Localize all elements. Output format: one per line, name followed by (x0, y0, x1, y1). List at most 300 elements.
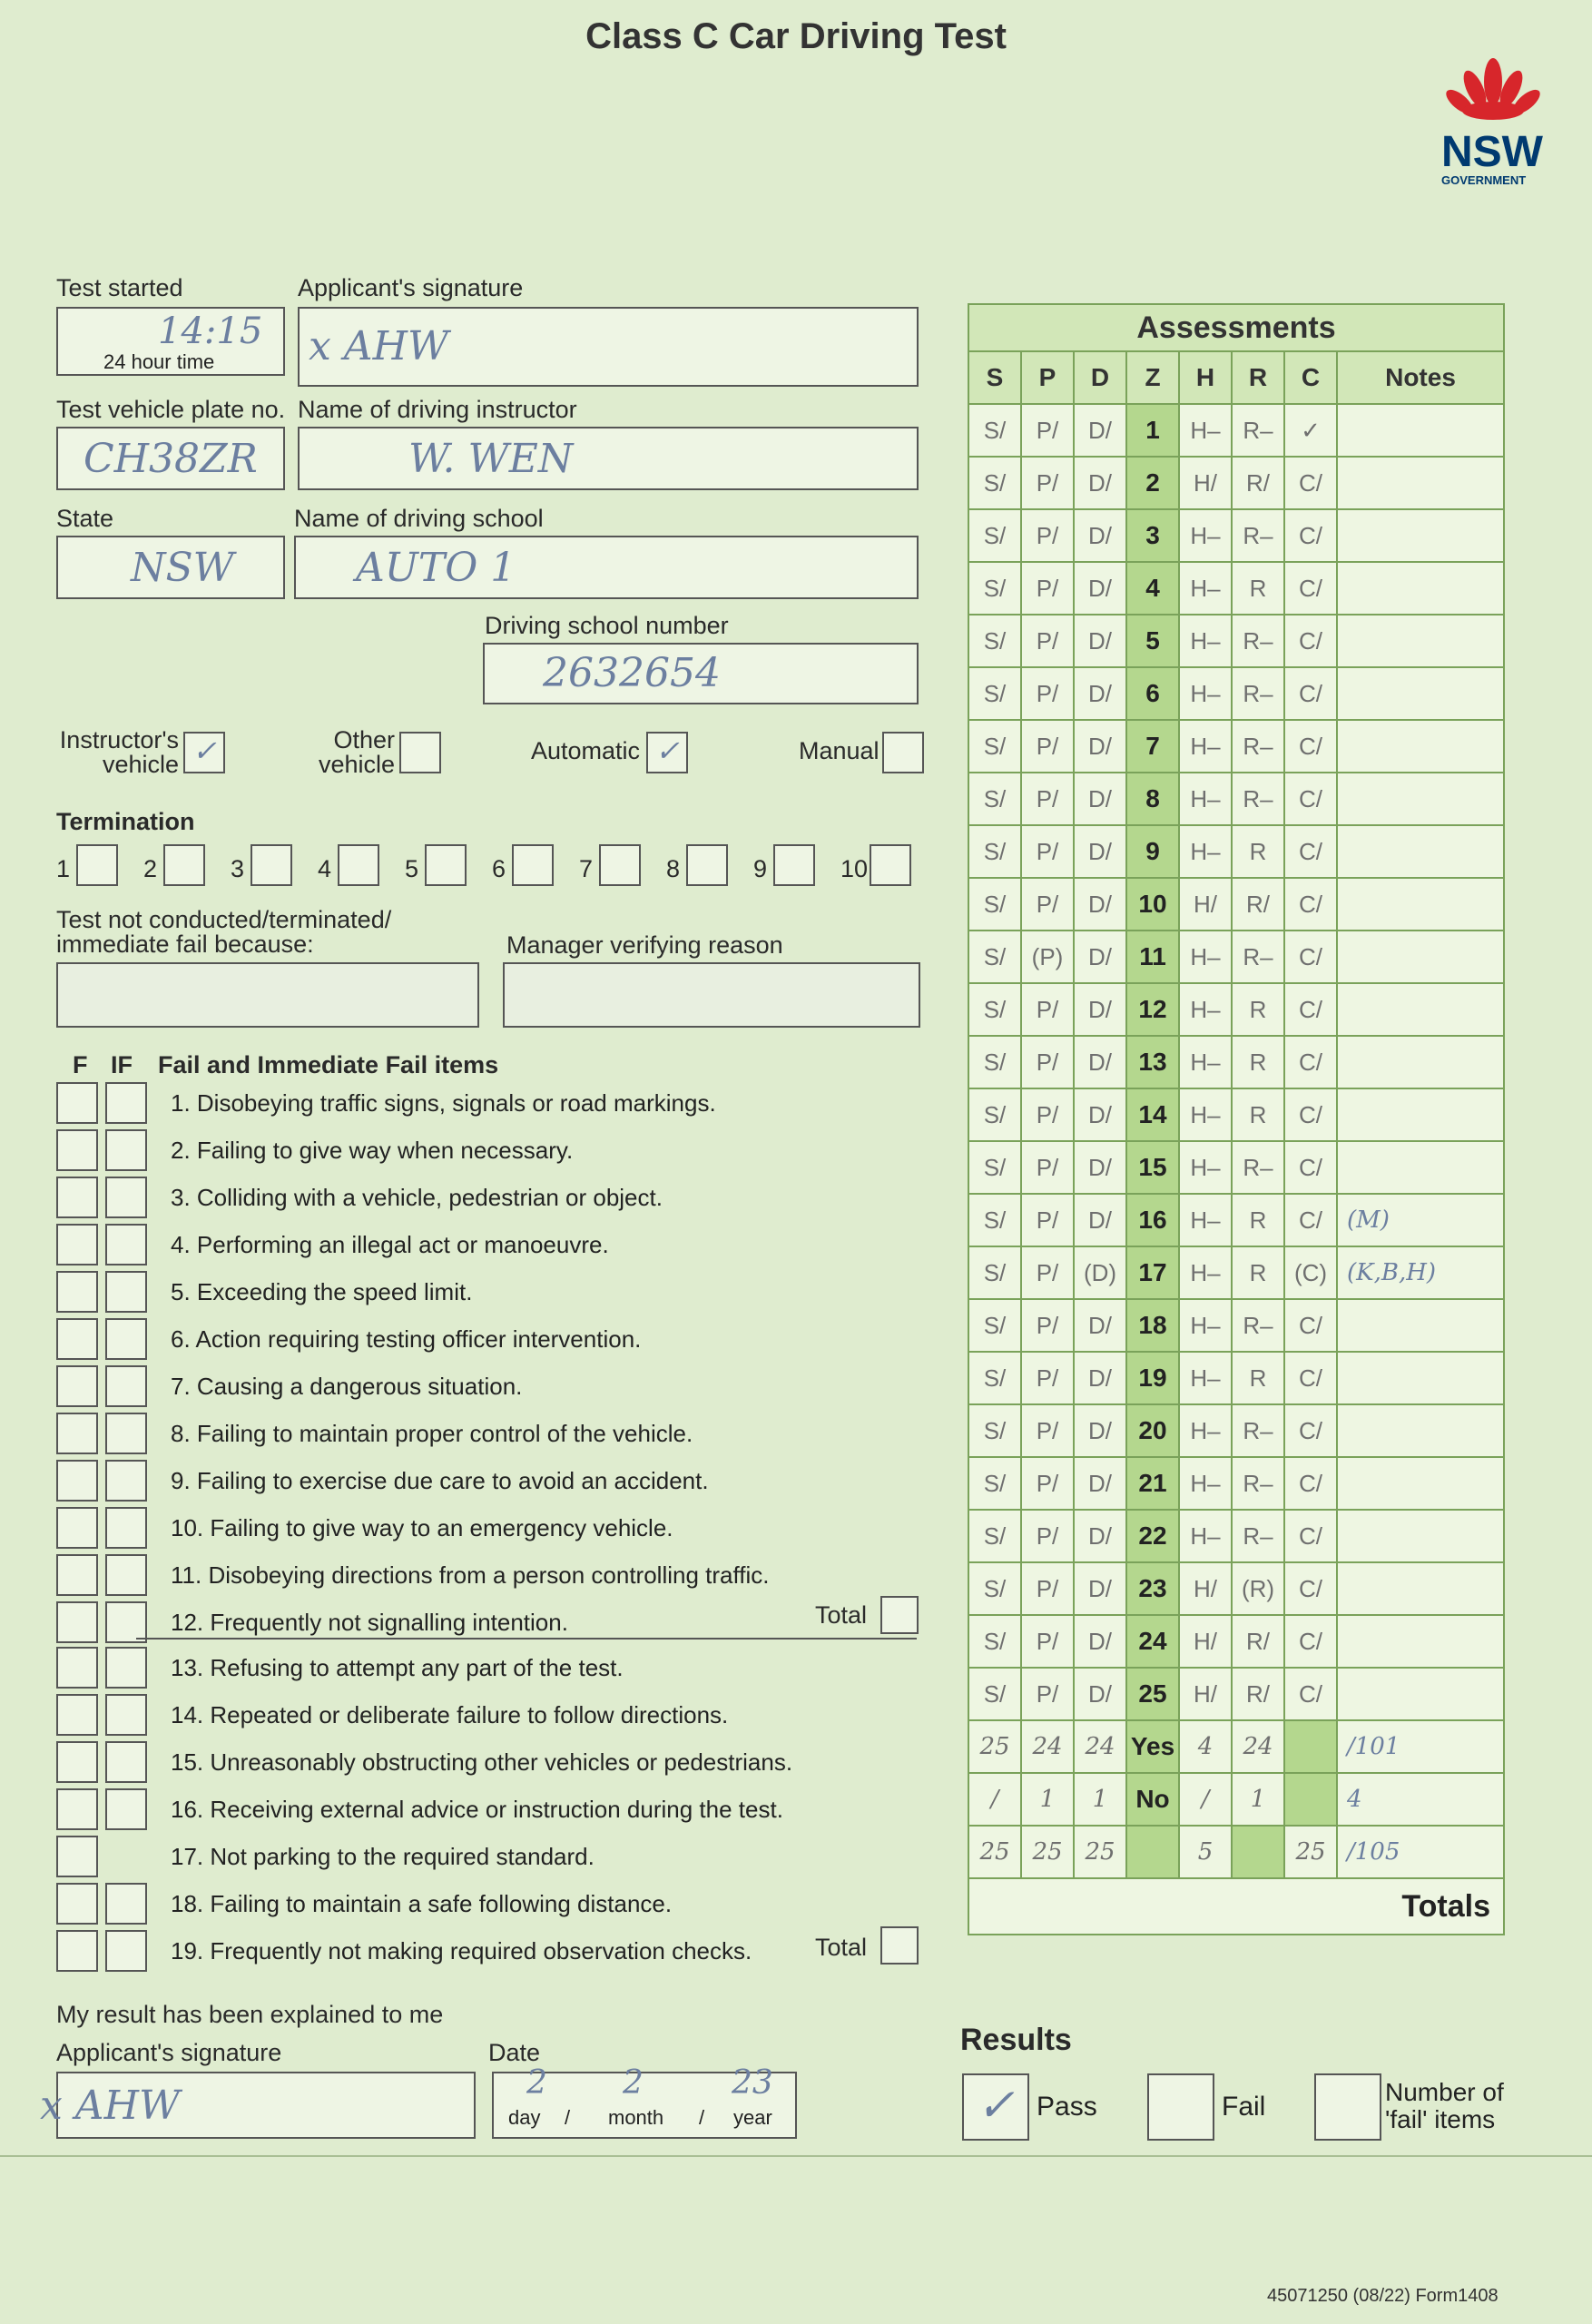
cell-r[interactable]: R/ (1232, 1615, 1284, 1668)
day-value: 2 (526, 2064, 547, 2102)
cell-h[interactable]: H– (1179, 1299, 1232, 1352)
termination-number-8: 8 (666, 855, 681, 882)
cell-s[interactable]: S/ (968, 1036, 1021, 1088)
cell-note[interactable] (1337, 1299, 1504, 1352)
table-row (968, 1246, 1504, 1299)
cell-z: 15 (1126, 1141, 1179, 1194)
cell-r[interactable]: R– (1232, 1404, 1284, 1457)
totals-r (1232, 1826, 1284, 1878)
cell-d[interactable]: D/ (1074, 404, 1126, 457)
cell-s[interactable]: S/ (968, 562, 1021, 615)
cell-h[interactable]: H– (1179, 720, 1232, 773)
cell-s[interactable]: S/ (968, 1457, 1021, 1510)
fail-checkbox-16[interactable] (56, 1788, 98, 1830)
immediate-fail-checkbox-7[interactable] (105, 1365, 147, 1407)
cell-h[interactable]: H– (1179, 562, 1232, 615)
cell-c[interactable]: C/ (1284, 1194, 1337, 1246)
cell-r[interactable]: R– (1232, 404, 1284, 457)
termination-checkbox-7[interactable] (599, 844, 641, 886)
cell-h[interactable]: H– (1179, 509, 1232, 562)
cell-s[interactable]: S/ (968, 1510, 1021, 1562)
cell-r[interactable]: (R) (1232, 1562, 1284, 1615)
cell-s[interactable]: S/ (968, 1404, 1021, 1457)
fail-checkbox-7[interactable] (56, 1365, 98, 1407)
termination-checkbox-1[interactable] (76, 844, 118, 886)
cell-note[interactable] (1337, 1141, 1504, 1194)
cell-d[interactable]: D/ (1074, 1404, 1126, 1457)
cell-d[interactable]: D/ (1074, 667, 1126, 720)
cell-note[interactable] (1337, 983, 1504, 1036)
cell-p[interactable]: P/ (1021, 562, 1074, 615)
fail-checkbox-9[interactable] (56, 1460, 98, 1502)
fail-checkbox-4[interactable] (56, 1224, 98, 1265)
cell-note[interactable]: (M) (1337, 1194, 1504, 1246)
cell-p[interactable]: P/ (1021, 1299, 1074, 1352)
table-row (968, 1668, 1504, 1720)
termination-reason-field[interactable] (56, 962, 479, 1028)
cell-r[interactable]: R (1232, 825, 1284, 878)
termination-number-3: 3 (231, 855, 245, 882)
termination-number-1: 1 (56, 855, 71, 882)
cell-c[interactable]: C/ (1284, 1615, 1337, 1668)
cell-p[interactable]: P/ (1021, 983, 1074, 1036)
school-value: AUTO 1 (356, 545, 516, 591)
fail-total-label: Total (815, 1601, 868, 1629)
cell-s[interactable]: S/ (968, 1246, 1021, 1299)
fail-label: Fail (1222, 2092, 1266, 2122)
instructors-vehicle-label: Instructor's vehicle (59, 726, 179, 778)
cell-d[interactable]: D/ (1074, 1668, 1126, 1720)
cell-h[interactable]: H/ (1179, 457, 1232, 509)
cell-d[interactable]: D/ (1074, 1194, 1126, 1246)
cell-d[interactable]: D/ (1074, 1562, 1126, 1615)
number-fail-items-box[interactable] (1314, 2073, 1381, 2141)
fail-checkbox-6[interactable] (56, 1318, 98, 1360)
manual-checkbox[interactable] (882, 732, 924, 773)
cell-c[interactable]: C/ (1284, 878, 1337, 931)
cell-c[interactable]: C/ (1284, 825, 1337, 878)
cell-r[interactable]: R/ (1232, 1668, 1284, 1720)
cell-c[interactable]: C/ (1284, 457, 1337, 509)
table-row (968, 720, 1504, 773)
cell-d[interactable]: D/ (1074, 509, 1126, 562)
cell-c[interactable]: C/ (1284, 562, 1337, 615)
if-total-box[interactable] (880, 1926, 919, 1965)
cell-d[interactable]: D/ (1074, 1352, 1126, 1404)
cell-c[interactable]: C/ (1284, 1668, 1337, 1720)
cell-h[interactable]: H– (1179, 931, 1232, 983)
cell-s[interactable]: S/ (968, 1562, 1021, 1615)
cell-p[interactable]: P/ (1021, 1404, 1074, 1457)
cell-p[interactable]: (P) (1021, 931, 1074, 983)
school-number-field[interactable] (483, 643, 919, 704)
immediate-fail-checkbox-3[interactable] (105, 1177, 147, 1218)
cell-note[interactable] (1337, 1615, 1504, 1668)
pass-checkbox[interactable] (962, 2073, 1029, 2141)
cell-r[interactable]: R/ (1232, 878, 1284, 931)
cell-h[interactable]: H/ (1179, 1615, 1232, 1668)
cell-d[interactable]: (D) (1074, 1246, 1126, 1299)
column-header-d: D (1074, 351, 1126, 404)
cell-c[interactable]: C/ (1284, 1036, 1337, 1088)
table-row (968, 562, 1504, 615)
cell-c[interactable]: C/ (1284, 1141, 1337, 1194)
cell-p[interactable]: P/ (1021, 615, 1074, 667)
cell-s[interactable]: S/ (968, 457, 1021, 509)
fail-checkbox-3[interactable] (56, 1177, 98, 1218)
cell-d[interactable]: D/ (1074, 1510, 1126, 1562)
immediate-fail-checkbox-18[interactable] (105, 1883, 147, 1925)
cell-z: 24 (1126, 1615, 1179, 1668)
immediate-fail-checkbox-14[interactable] (105, 1694, 147, 1736)
cell-note[interactable] (1337, 509, 1504, 562)
cell-p[interactable]: P/ (1021, 667, 1074, 720)
cell-note[interactable] (1337, 720, 1504, 773)
fail-checkbox-11[interactable] (56, 1554, 98, 1596)
no-note: 4 (1337, 1773, 1504, 1826)
fail-total-box[interactable] (880, 1596, 919, 1634)
cell-note[interactable] (1337, 931, 1504, 983)
cell-c[interactable]: C/ (1284, 1299, 1337, 1352)
fail-item: 16. Receiving external advice or instruction during the test. (171, 1796, 783, 1823)
cell-p[interactable]: P/ (1021, 1562, 1074, 1615)
cell-r[interactable]: R– (1232, 509, 1284, 562)
cell-h[interactable]: H– (1179, 1088, 1232, 1141)
fail-checkbox-18[interactable] (56, 1883, 98, 1925)
cell-s[interactable]: S/ (968, 667, 1021, 720)
cell-p[interactable]: P/ (1021, 878, 1074, 931)
totals-label: Totals (968, 1878, 1504, 1935)
cell-d[interactable]: D/ (1074, 720, 1126, 773)
cell-p[interactable]: P/ (1021, 1246, 1074, 1299)
table-row (968, 1562, 1504, 1615)
cell-p[interactable]: P/ (1021, 1036, 1074, 1088)
cell-c[interactable]: C/ (1284, 983, 1337, 1036)
cell-note[interactable] (1337, 562, 1504, 615)
fail-checkbox-12[interactable] (56, 1601, 98, 1643)
yes-r: 24 (1232, 1720, 1284, 1773)
applicant-signature-field[interactable] (298, 307, 919, 387)
cell-s[interactable]: S/ (968, 615, 1021, 667)
immediate-fail-checkbox-10[interactable] (105, 1507, 147, 1549)
table-row (968, 1510, 1504, 1562)
immediate-fail-checkbox-13[interactable] (105, 1647, 147, 1689)
totals-c: 25 (1284, 1826, 1337, 1878)
cell-d[interactable]: D/ (1074, 825, 1126, 878)
cell-h[interactable]: H– (1179, 773, 1232, 825)
cell-p[interactable]: P/ (1021, 404, 1074, 457)
cell-s[interactable]: S/ (968, 1668, 1021, 1720)
assessments-table (968, 303, 1505, 1935)
cell-d[interactable]: D/ (1074, 931, 1126, 983)
fail-checkbox-1[interactable] (56, 1082, 98, 1124)
cell-note[interactable] (1337, 825, 1504, 878)
cell-r[interactable]: R– (1232, 667, 1284, 720)
fail-checkbox-10[interactable] (56, 1507, 98, 1549)
cell-s[interactable]: S/ (968, 509, 1021, 562)
cell-p[interactable]: P/ (1021, 509, 1074, 562)
cell-r[interactable]: R (1232, 562, 1284, 615)
cell-p[interactable]: P/ (1021, 1510, 1074, 1562)
cell-h[interactable]: H– (1179, 615, 1232, 667)
cell-s[interactable]: S/ (968, 1352, 1021, 1404)
cell-r[interactable]: R– (1232, 1510, 1284, 1562)
cell-d[interactable]: D/ (1074, 562, 1126, 615)
cell-c[interactable]: C/ (1284, 1404, 1337, 1457)
cell-s[interactable]: S/ (968, 1194, 1021, 1246)
cell-h[interactable]: H– (1179, 1457, 1232, 1510)
cell-c[interactable]: (C) (1284, 1246, 1337, 1299)
cell-z: 7 (1126, 720, 1179, 773)
cell-h[interactable]: H– (1179, 1352, 1232, 1404)
termination-checkbox-4[interactable] (338, 844, 379, 886)
fail-checkbox-5[interactable] (56, 1271, 98, 1313)
cell-p[interactable]: P/ (1021, 825, 1074, 878)
cell-r[interactable]: R (1232, 1088, 1284, 1141)
fail-item: 12. Frequently not signalling intention. (171, 1609, 568, 1636)
plate-field[interactable] (56, 427, 285, 490)
cell-p[interactable]: P/ (1021, 1141, 1074, 1194)
cell-p[interactable]: P/ (1021, 1088, 1074, 1141)
termination-checkbox-2[interactable] (163, 844, 205, 886)
cell-s[interactable]: S/ (968, 1088, 1021, 1141)
fail-checkbox-19[interactable] (56, 1930, 98, 1972)
cell-h[interactable]: H/ (1179, 1668, 1232, 1720)
cell-d[interactable]: D/ (1074, 1457, 1126, 1510)
test-started-value: 14:15 (158, 310, 263, 352)
yes-label: Yes (1126, 1720, 1179, 1773)
termination-number-9: 9 (753, 855, 768, 882)
fail-item: 15. Unreasonably obstructing other vehicles or pedestrians. (171, 1748, 793, 1776)
fail-item: 14. Repeated or deliberate failure to follow directions. (171, 1701, 729, 1728)
cell-c[interactable]: C/ (1284, 1352, 1337, 1404)
cell-h[interactable]: H– (1179, 1246, 1232, 1299)
state-field[interactable] (56, 536, 285, 599)
termination-checkbox-9[interactable] (773, 844, 815, 886)
fail-items-divider (136, 1638, 917, 1640)
cell-z: 1 (1126, 404, 1179, 457)
cell-p[interactable]: P/ (1021, 1352, 1074, 1404)
table-row (968, 509, 1504, 562)
cell-d[interactable]: D/ (1074, 983, 1126, 1036)
cell-s[interactable]: S/ (968, 931, 1021, 983)
termination-checkbox-6[interactable] (512, 844, 554, 886)
date-field[interactable] (492, 2064, 797, 2139)
date-separator-2: / (699, 2106, 705, 2129)
cell-h[interactable]: H/ (1179, 1562, 1232, 1615)
cell-p[interactable]: P/ (1021, 457, 1074, 509)
cell-s[interactable]: S/ (968, 825, 1021, 878)
fail-checkbox-8[interactable] (56, 1413, 98, 1454)
cell-c[interactable]: C/ (1284, 1457, 1337, 1510)
immediate-fail-checkbox-16[interactable] (105, 1788, 147, 1830)
footer-signature-field[interactable] (40, 2072, 476, 2139)
cell-r[interactable]: R– (1232, 720, 1284, 773)
immediate-fail-checkbox-4[interactable] (105, 1224, 147, 1265)
cell-d[interactable]: D/ (1074, 1615, 1126, 1668)
cell-r[interactable]: R– (1232, 931, 1284, 983)
cell-h[interactable]: H/ (1179, 878, 1232, 931)
yes-note: /101 (1337, 1720, 1504, 1773)
fail-checkbox-13[interactable] (56, 1647, 98, 1689)
cell-note[interactable] (1337, 1510, 1504, 1562)
cell-note[interactable] (1337, 1352, 1504, 1404)
cell-p[interactable]: P/ (1021, 773, 1074, 825)
cell-z: 9 (1126, 825, 1179, 878)
cell-h[interactable]: H– (1179, 404, 1232, 457)
cell-z: 3 (1126, 509, 1179, 562)
manager-verifying-field[interactable] (503, 962, 920, 1028)
cell-note[interactable] (1337, 1404, 1504, 1457)
cell-d[interactable]: D/ (1074, 773, 1126, 825)
cell-s[interactable]: S/ (968, 983, 1021, 1036)
cell-h[interactable]: H– (1179, 1036, 1232, 1088)
cell-c[interactable]: ✓ (1284, 404, 1337, 457)
cell-p[interactable]: P/ (1021, 1615, 1074, 1668)
cell-h[interactable]: H– (1179, 1194, 1232, 1246)
cell-z: 14 (1126, 1088, 1179, 1141)
cell-note[interactable] (1337, 404, 1504, 457)
immediate-fail-checkbox-1[interactable] (105, 1082, 147, 1124)
cell-h[interactable]: H– (1179, 825, 1232, 878)
cell-note[interactable] (1337, 615, 1504, 667)
automatic-checkbox[interactable] (646, 732, 688, 773)
instructors-vehicle-checkbox[interactable] (183, 732, 225, 773)
cell-s[interactable]: S/ (968, 878, 1021, 931)
termination-checkbox-8[interactable] (686, 844, 728, 886)
cell-note[interactable] (1337, 878, 1504, 931)
pass-label: Pass (1037, 2092, 1097, 2122)
cell-h[interactable]: H– (1179, 1404, 1232, 1457)
immediate-fail-checkbox-2[interactable] (105, 1129, 147, 1171)
termination-checkbox-5[interactable] (425, 844, 467, 886)
table-row (968, 1088, 1504, 1141)
cell-note[interactable] (1337, 1457, 1504, 1510)
cell-c[interactable]: C/ (1284, 509, 1337, 562)
column-header-c: C (1284, 351, 1337, 404)
cell-note[interactable] (1337, 667, 1504, 720)
test-started-field[interactable] (56, 307, 285, 376)
cell-r[interactable]: R– (1232, 1141, 1284, 1194)
cell-note[interactable] (1337, 1036, 1504, 1088)
school-field[interactable] (294, 536, 919, 599)
table-row (968, 931, 1504, 983)
cell-c[interactable]: C/ (1284, 720, 1337, 773)
fail-checkbox-2[interactable] (56, 1129, 98, 1171)
cell-d[interactable]: D/ (1074, 1141, 1126, 1194)
cell-note[interactable] (1337, 1562, 1504, 1615)
cell-h[interactable]: H– (1179, 983, 1232, 1036)
cell-r[interactable]: R– (1232, 773, 1284, 825)
cell-s[interactable]: S/ (968, 404, 1021, 457)
termination-number-4: 4 (318, 855, 332, 882)
cell-p[interactable]: P/ (1021, 1668, 1074, 1720)
cell-c[interactable]: C/ (1284, 773, 1337, 825)
cell-p[interactable]: P/ (1021, 720, 1074, 773)
table-row (968, 825, 1504, 878)
cell-r[interactable]: R– (1232, 1299, 1284, 1352)
cell-d[interactable]: D/ (1074, 878, 1126, 931)
cell-c[interactable]: C/ (1284, 1562, 1337, 1615)
cell-r[interactable]: R/ (1232, 457, 1284, 509)
cell-note[interactable] (1337, 457, 1504, 509)
cell-c[interactable]: C/ (1284, 615, 1337, 667)
cell-note[interactable] (1337, 773, 1504, 825)
yes-c (1284, 1720, 1337, 1773)
other-vehicle-checkbox[interactable] (399, 732, 441, 773)
time-hint: 24 hour time (103, 350, 215, 373)
fail-item: 5. Exceeding the speed limit. (171, 1278, 473, 1305)
termination-checkbox-10[interactable] (870, 844, 911, 886)
cell-r[interactable]: R (1232, 1246, 1284, 1299)
cell-h[interactable]: H– (1179, 667, 1232, 720)
cell-d[interactable]: D/ (1074, 457, 1126, 509)
immediate-fail-checkbox-19[interactable] (105, 1930, 147, 1972)
cell-d[interactable]: D/ (1074, 615, 1126, 667)
summary-row-totals (968, 1826, 1504, 1878)
fail-checkbox-17[interactable] (56, 1836, 98, 1877)
cell-h[interactable]: H– (1179, 1510, 1232, 1562)
cell-c[interactable]: C/ (1284, 1510, 1337, 1562)
cell-d[interactable]: D/ (1074, 1299, 1126, 1352)
cell-d[interactable]: D/ (1074, 1088, 1126, 1141)
cell-c[interactable]: C/ (1284, 931, 1337, 983)
cell-c[interactable]: C/ (1284, 667, 1337, 720)
immediate-fail-checkbox-9[interactable] (105, 1460, 147, 1502)
fail-item: 2. Failing to give way when necessary. (171, 1137, 574, 1164)
cell-s[interactable]: S/ (968, 1141, 1021, 1194)
immediate-fail-checkbox-15[interactable] (105, 1741, 147, 1783)
fail-checkbox-15[interactable] (56, 1741, 98, 1783)
cell-r[interactable]: R (1232, 1194, 1284, 1246)
cell-h[interactable]: H– (1179, 1141, 1232, 1194)
termination-checkbox-3[interactable] (251, 844, 292, 886)
fail-checkbox[interactable] (1147, 2073, 1214, 2141)
cell-s[interactable]: S/ (968, 720, 1021, 773)
day-label: day (508, 2106, 541, 2129)
cell-s[interactable]: S/ (968, 1299, 1021, 1352)
cell-note[interactable] (1337, 1668, 1504, 1720)
cell-r[interactable]: R– (1232, 615, 1284, 667)
immediate-fail-checkbox-11[interactable] (105, 1554, 147, 1596)
cell-r[interactable]: R (1232, 1036, 1284, 1088)
date-label: Date (488, 2039, 541, 2066)
no-label: No (1126, 1773, 1179, 1826)
cell-r[interactable]: R (1232, 1352, 1284, 1404)
cell-z: 17 (1126, 1246, 1179, 1299)
form-code: 45071250 (08/22) Form1408 (1267, 2286, 1499, 2306)
cell-p[interactable]: P/ (1021, 1194, 1074, 1246)
table-row (968, 615, 1504, 667)
cell-note[interactable]: (K,B,H) (1337, 1246, 1504, 1299)
cell-p[interactable]: P/ (1021, 1457, 1074, 1510)
cell-r[interactable]: R– (1232, 1457, 1284, 1510)
cell-r[interactable]: R (1232, 983, 1284, 1036)
school-number-value: 2632654 (543, 650, 721, 696)
instructor-field[interactable] (298, 427, 919, 490)
cell-s[interactable]: S/ (968, 1615, 1021, 1668)
immediate-fail-checkbox-6[interactable] (105, 1318, 147, 1360)
cell-note[interactable] (1337, 1088, 1504, 1141)
table-row (968, 1352, 1504, 1404)
cell-c[interactable]: C/ (1284, 1088, 1337, 1141)
fail-checkbox-14[interactable] (56, 1694, 98, 1736)
immediate-fail-checkbox-8[interactable] (105, 1413, 147, 1454)
immediate-fail-checkbox-5[interactable] (105, 1271, 147, 1313)
cell-d[interactable]: D/ (1074, 1036, 1126, 1088)
cell-s[interactable]: S/ (968, 773, 1021, 825)
pass-check: ✓ (977, 2079, 1015, 2132)
